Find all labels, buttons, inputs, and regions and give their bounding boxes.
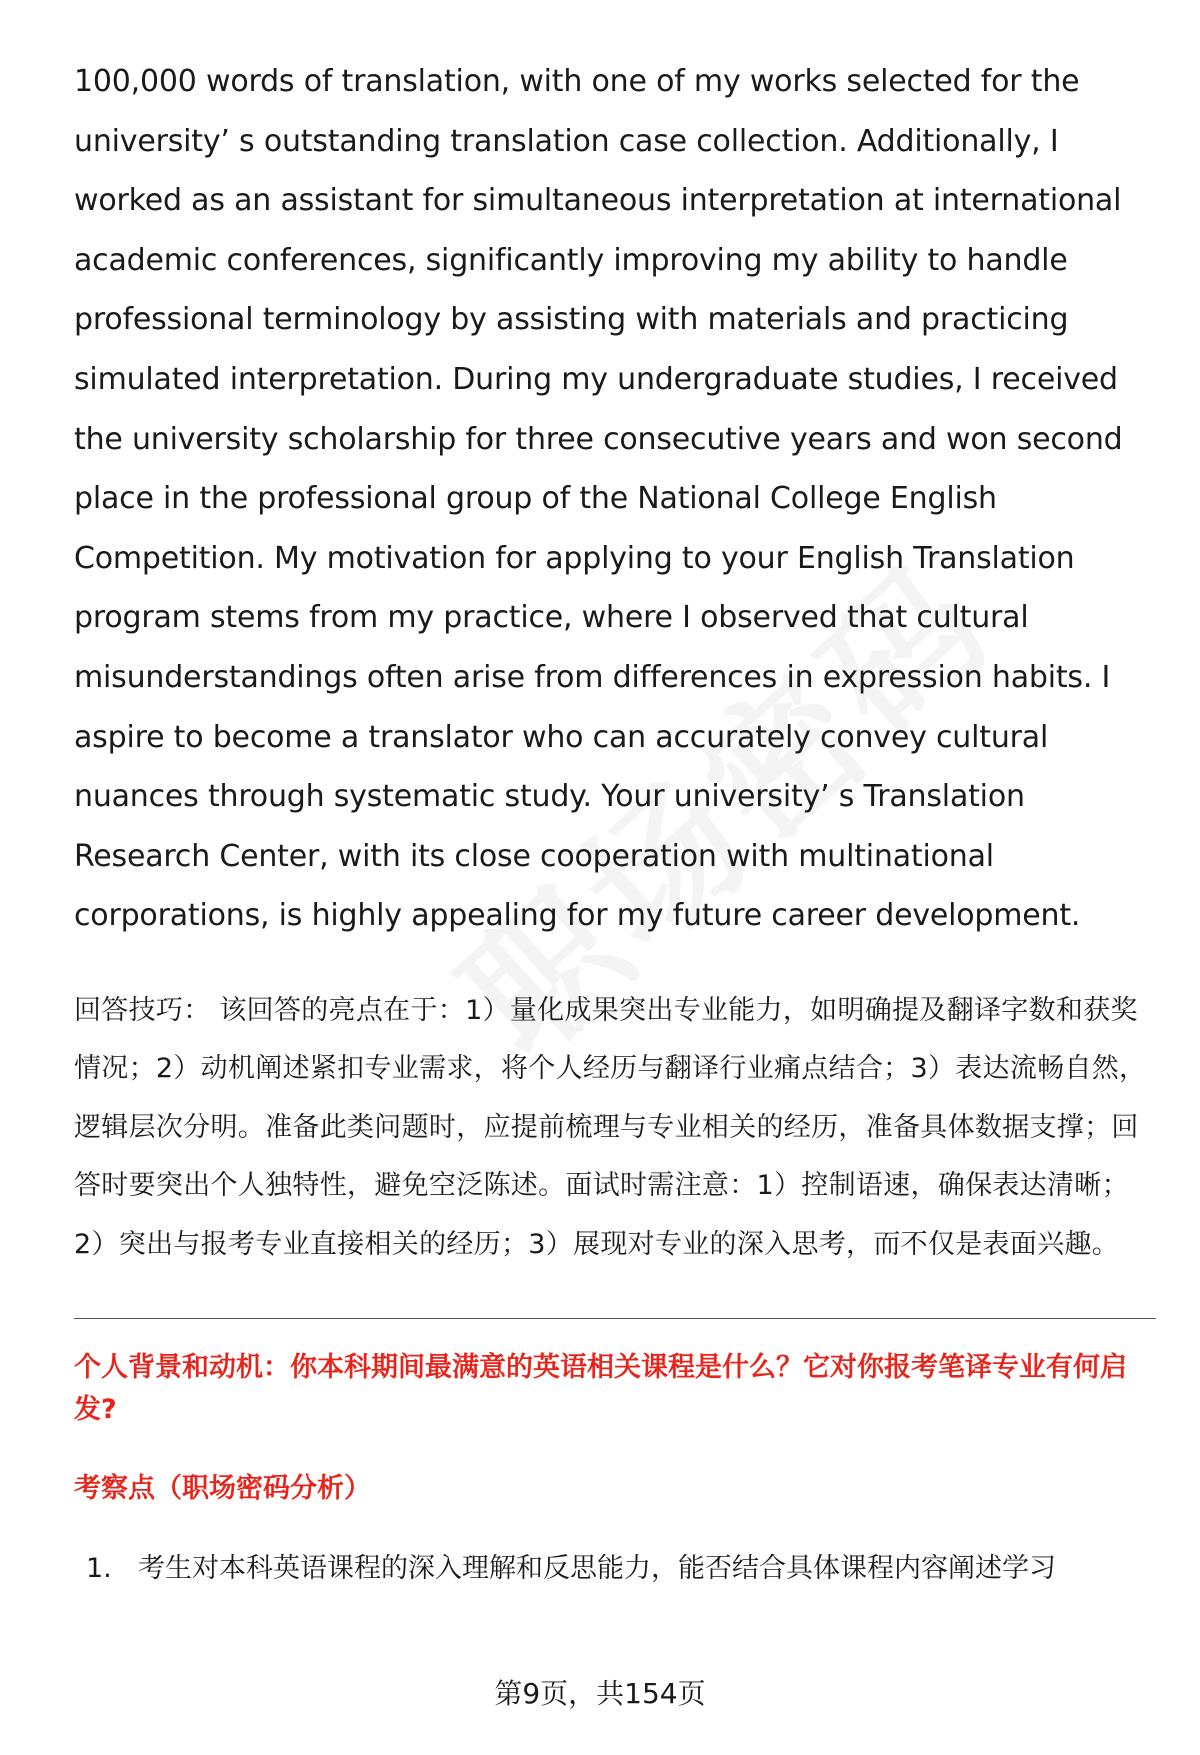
answer-tips bbox=[74, 982, 1154, 1275]
tips-text: 该回答的亮点在于：1）量化成果突出专业能力，如明确提及翻译字数和获奖情况；2）动机阐述紧扣专业需求，将个人经历与翻译行业痛点结合；3）表达流畅自然，逻辑层次分明。准备此类问题时，应提前梳理与专业相关的经历，准备具体数据支撑；回答时要突出个人独特性，避免空泛陈述。面试时需注意：1）控制语速，确保表达清晰；2）突出与报考专业直接相关的经历；3）展现对专业的深入思考，而不仅是表面兴趣。 bbox=[74, 994, 1147, 1260]
list-item-number: 1. bbox=[86, 1553, 112, 1585]
question-heading: 个人背景和动机：你本科期间最满意的英语相关课程是什么？它对你报考笔译专业有何启发? bbox=[74, 1352, 1127, 1426]
list-item bbox=[74, 1549, 1154, 1589]
document-content bbox=[74, 52, 1154, 1589]
exam-points-heading: 考察点（职场密码分析） bbox=[74, 1473, 371, 1505]
tips-label: 回答技巧： bbox=[74, 994, 211, 1026]
page-footer: 第9页，共154页 bbox=[494, 1677, 706, 1710]
list-item-text: 考生对本科英语课程的深入理解和反思能力，能否结合具体课程内容阐述学习 bbox=[138, 1553, 1056, 1585]
answer-paragraph: 100,000 words of translation, with one of my works selected for the university’ s outstanding translation case collection. Additionally, I worked as an assistant for simultaneous interpretation at international academic conferences, significantly improving my ability to handle professional terminology by assisting with materials and practicing simulated interpretation. During my undergraduate studies, I received the university scholarship for three consecutive years and won second place in the professional group of the National College English Competition. My motivation for applying to your English Translation program stems from my practice, where I observed that cultural misunderstandings often arise from differences in expression habits. I aspire to become a translator who can accurately convey cultural nuances through systematic study. Your university’ s Translation Research Center, with its close cooperation with multinational corporations, is highly appealing for my future career development. bbox=[74, 64, 1123, 934]
section-divider bbox=[74, 1318, 1156, 1319]
